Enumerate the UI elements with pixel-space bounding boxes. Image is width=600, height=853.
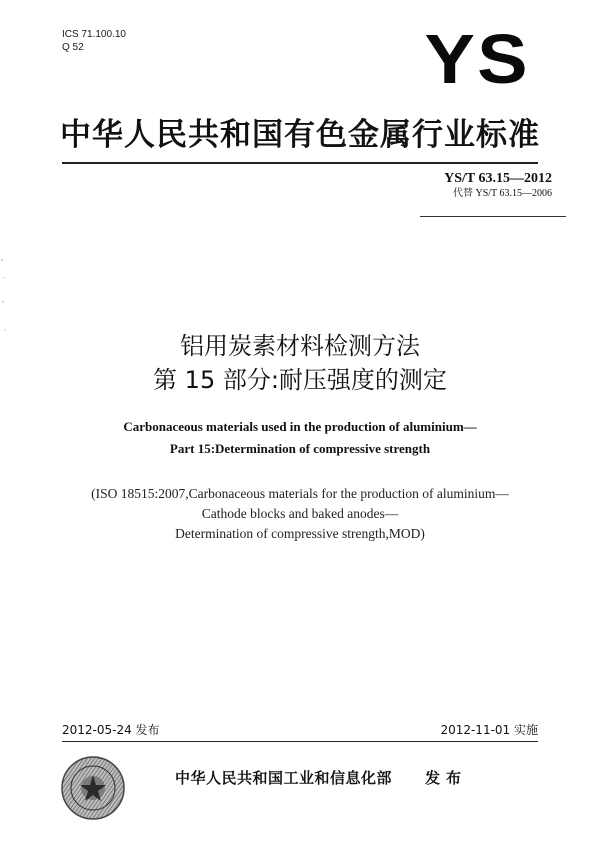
agency-header: 中华人民共和国有色金属行业标准 (60, 117, 540, 153)
effective-date: 2012-11-01 实施 (440, 723, 538, 737)
footer-divider (62, 741, 538, 742)
title-cn-line1: 铝用炭素材料检测方法 (180, 332, 420, 360)
publish-date: 2012-05-24 发布 (62, 723, 160, 737)
standard-number-divider (420, 216, 566, 217)
replaces-standard: 代替 YS/T 63.15—2006 (453, 188, 552, 199)
issue-label: 发布 (425, 769, 468, 787)
scan-margin-marks (0, 250, 10, 350)
ministry-seal-icon (60, 755, 126, 821)
issuing-ministry: 中华人民共和国工业和信息化部 (175, 769, 393, 787)
header-divider (62, 162, 538, 164)
classification-codes (62, 28, 126, 54)
standard-number-block (444, 170, 552, 200)
iso-reference-line2: Cathode blocks and baked anodes— (201, 506, 399, 521)
title-en-line1: Carbonaceous materials used in the production of aluminium— (123, 419, 477, 434)
title-en-line2: Part 15:Determination of compressive strength (169, 441, 431, 456)
iso-reference-line1: (ISO 18515:2007,Carbonaceous materials for the production of aluminium— (91, 486, 509, 501)
standard-number: YS/T 63.15—2012 (444, 171, 552, 186)
iso-reference-line3: Determination of compressive strength,MOD) (175, 526, 425, 541)
ics-code: ICS 71.100.10 (62, 29, 126, 40)
ccs-code: Q 52 (62, 42, 84, 53)
title-cn-line2: 第 15 部分:耐压强度的测定 (153, 366, 447, 394)
ys-logo: YS (424, 20, 530, 98)
